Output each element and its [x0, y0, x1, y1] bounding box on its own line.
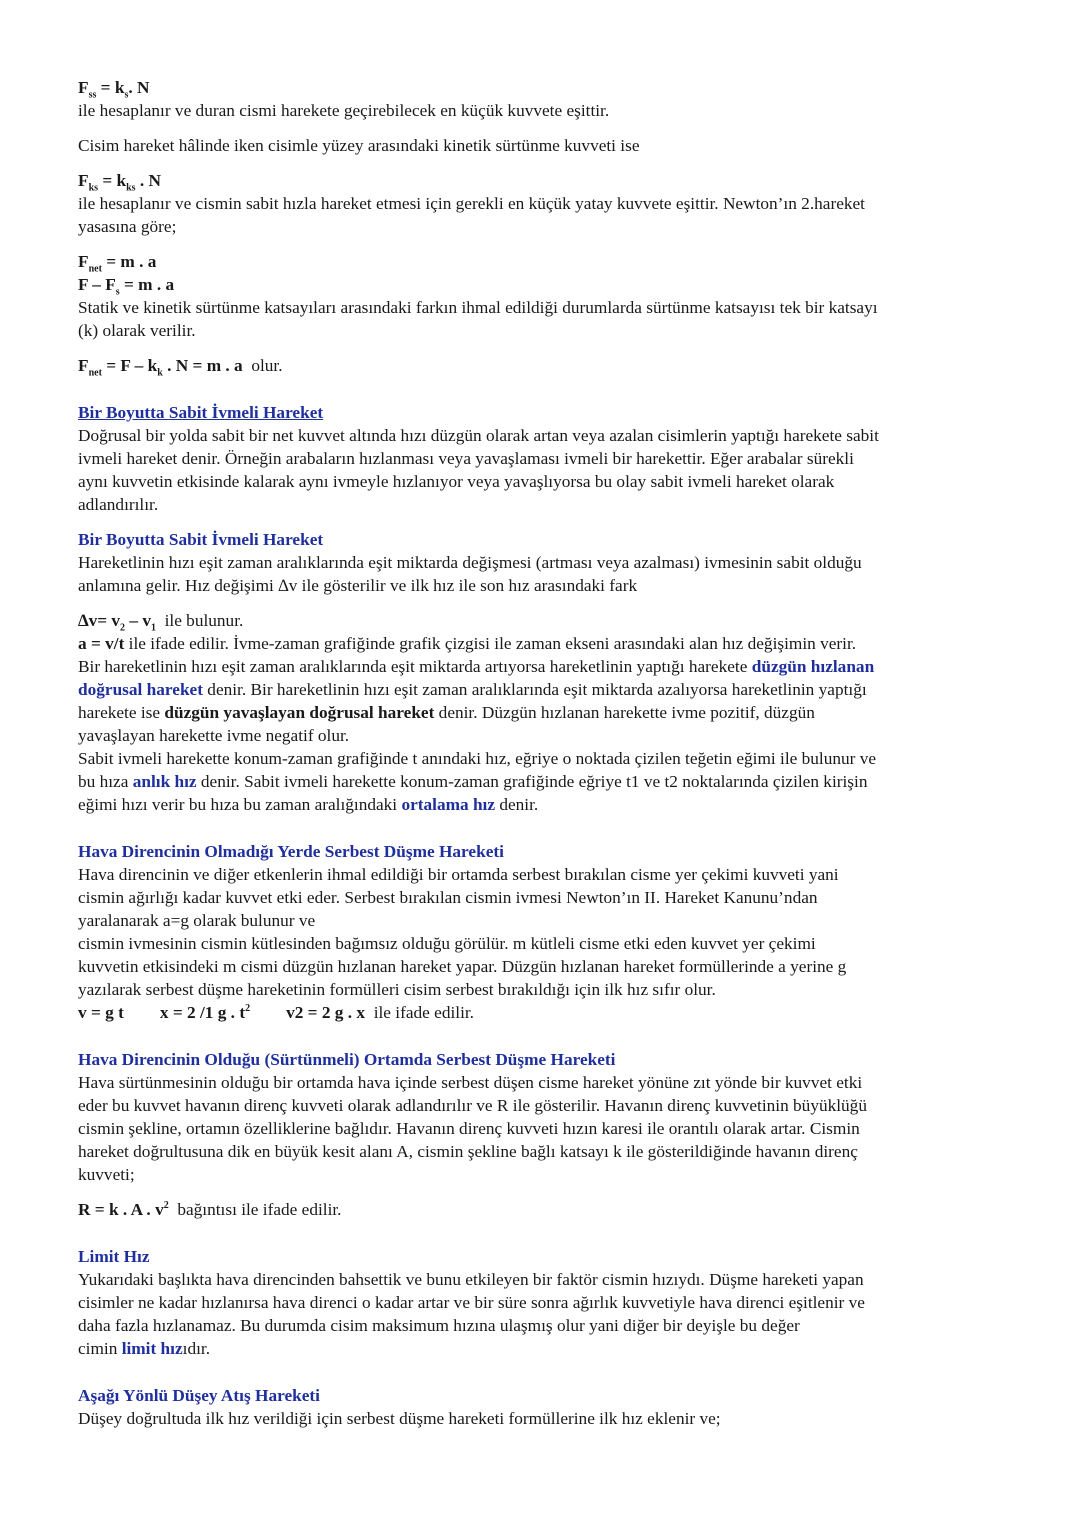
paragraph-line — [78, 678, 1008, 701]
formula-part: = k — [96, 78, 125, 97]
formula-part: F — [78, 171, 89, 190]
paragraph-line: ile hesaplanır ve duran cismi harekete geçirebilecek en küçük kuvvete eşittir. — [78, 101, 610, 120]
formula-kinetic-friction — [78, 169, 1008, 192]
formula-subscript: ks — [126, 182, 136, 194]
paragraph-line: hareket doğrultusuna dik en büyük kesit alanı A, cismin şekline bağlı katsayı k ile gösterildiğinde havanın direnç — [78, 1142, 858, 1161]
paragraph-line: cismin şekline, ortamın özelliklerine bağlıdır. Havanın direnç kuvveti hızın karesi ile orantılı olarak artar. Cismin — [78, 1119, 860, 1138]
formula-tail: olur. — [242, 356, 283, 375]
formula-part: = F – k — [101, 356, 158, 375]
paragraph-line: Hava sürtünmesinin olduğu bir ortamda hava içinde serbest düşen cisme hareket yönüne zıt yönde bir kuvvet etki — [78, 1073, 863, 1092]
paragraph-line: Düşey doğrultuda ilk hız verildiği için serbest düşme hareketi formüllerine ilk hız eklenir ve; — [78, 1409, 721, 1428]
keyword-dogrusal-hareket: doğrusal hareket — [78, 680, 203, 699]
paragraph-line: ivmeli hareket denir. Örneğin arabaların hızlanması veya yavaşlaması ivmeli bir harekettir. Eğer arabalar sürekli — [78, 449, 854, 468]
formula-subscript: 1 — [150, 622, 156, 634]
text-run: Bir hareketlinin hızı eşit zaman aralıklarında eşit miktarda artıyorsa hareketlinin yaptığı harekete — [78, 657, 752, 676]
keyword-limit-hiz: limit hız — [121, 1339, 183, 1358]
text-run: eğimi hızı verir bu hıza bu zaman aralığındaki — [78, 795, 402, 814]
formula-part: = m . a — [119, 275, 175, 294]
formula-subscript: ss — [88, 89, 97, 101]
formula-part: = k — [98, 171, 127, 190]
formula-static-friction — [78, 76, 1008, 99]
paragraph-line: kuvvetin etkisindeki m cismi düzgün hızlanan hareket yapar. Düzgün hızlanan hareket formüllerinde a yerine g — [78, 957, 847, 976]
section-heading-sabit-ivmeli-link[interactable]: Bir Boyutta Sabit İvmeli Hareket — [78, 403, 324, 422]
formula-part: = m . a — [101, 252, 157, 271]
paragraph-line: Hareketlinin hızı eşit zaman aralıklarında eşit miktarda değişmesi (artması veya azalması) ivmesinin sabit olduğu — [78, 553, 862, 572]
paragraph-line: daha fazla hızlanamaz. Bu durumda cisim maksimum hızına ulaşmış olur yani diğer bir deyişle bu değer — [78, 1316, 800, 1335]
paragraph-line: Sabit ivmeli harekette konum-zaman grafiğinde t anındaki hız, eğriye o noktada çizilen teğetin eğimi ile bulunur ve — [78, 749, 877, 768]
paragraph-line: Cisim hareket hâlinde iken cisimle yüzey arasındaki kinetik sürtünme kuvveti ise — [78, 136, 640, 155]
document-content — [78, 76, 1008, 1430]
formula-free-fall — [78, 1001, 1008, 1024]
text-run: denir. Düzgün hızlanan harekette ivme pozitif, düzgün — [434, 703, 815, 722]
formula-tail: ile bulunur. — [155, 611, 244, 630]
formula-part: . N — [135, 171, 162, 190]
formula-velocity: v = g t — [78, 1003, 124, 1022]
section-heading-limit-hiz: Limit Hız — [78, 1247, 150, 1266]
formula-part: F — [78, 78, 89, 97]
formula-subscript: s — [124, 89, 129, 101]
keyword-ortalama-hiz: ortalama hız — [401, 795, 496, 814]
keyword-duzgun-yavaslayan: düzgün yavaşlayan doğrusal hareket — [164, 703, 435, 722]
paragraph-line — [78, 632, 1008, 655]
paragraph-line — [78, 793, 1008, 816]
keyword-anlik-hiz: anlık hız — [132, 772, 197, 791]
paragraph-line: cisimler ne kadar hızlanırsa hava direnci o kadar artar ve bir süre sonra ağırlık kuvvetiyle hava direnci eşitlenir ve — [78, 1293, 865, 1312]
paragraph-line: yazılarak serbest düşme hareketinin formülleri cisim serbest bırakıldığı için ilk hız sıfır olur. — [78, 980, 716, 999]
text-run: ıdır. — [182, 1339, 211, 1358]
formula-tail: bağıntısı ile ifade edilir. — [168, 1200, 342, 1219]
formula-acceleration: a = v/t — [78, 634, 125, 653]
paragraph-line: Statik ve kinetik sürtünme katsayıları arasındaki farkın ihmal edildiği durumlarda sürtünme katsayısı tek bir katsayı — [78, 298, 878, 317]
section-heading-dusey-atis: Aşağı Yönlü Düşey Atış Hareketi — [78, 1386, 320, 1405]
paragraph-line — [78, 655, 1008, 678]
paragraph-line: ile hesaplanır ve cismin sabit hızla hareket etmesi için gerekli en küçük yatay kuvvete eşittir. Newton’ın 2.hareket — [78, 194, 865, 213]
formula-part: – v — [125, 611, 151, 630]
paragraph-line: yaralanarak a=g olarak bulunur ve — [78, 911, 316, 930]
formula-tail: ile ifade edilir. — [365, 1003, 474, 1022]
formula-part: . N — [128, 78, 150, 97]
formula-net-force-full — [78, 354, 1008, 377]
formula-subscript: k — [157, 367, 163, 379]
formula-superscript: 2 — [163, 1200, 169, 1212]
formula-distance — [160, 1003, 250, 1022]
text-run: denir. — [495, 795, 539, 814]
formula-part: F – F — [78, 275, 116, 294]
formula-delta-v — [78, 609, 1008, 632]
paragraph-line: kuvveti; — [78, 1165, 135, 1184]
formula-force-minus-friction — [78, 273, 1008, 296]
keyword-duzgun-hizlanan: düzgün hızlanan — [751, 657, 875, 676]
paragraph-line: adlandırılır. — [78, 495, 159, 514]
formula-part: F — [78, 252, 89, 271]
section-heading-sabit-ivmeli: Bir Boyutta Sabit İvmeli Hareket — [78, 530, 324, 549]
paragraph-line: Doğrusal bir yolda sabit bir net kuvvet altında hızı düzgün olarak artan veya azalan cisimlerin yaptığı harekete sabit — [78, 426, 879, 445]
paragraph-line: (k) olarak verilir. — [78, 321, 196, 340]
text-run: denir. Bir hareketlinin hızı eşit zaman aralıklarında eşit miktarda azalıyorsa hareketlinin yaptığı — [202, 680, 867, 699]
paragraph-line: anlamına gelir. Hız değişimi ∆v ile gösterilir ve ilk hız ile son hız arasındaki fark — [78, 576, 638, 595]
formula-net-force — [78, 250, 1008, 273]
formula-subscript: net — [88, 263, 102, 275]
paragraph-line: Hava direncinin ve diğer etkenlerin ihmal edildiği bir ortamda serbest bırakılan cisme yer çekimi kuvveti yani — [78, 865, 839, 884]
section-heading-surtunmeli-dusme: Hava Direncinin Olduğu (Sürtünmeli) Ortamda Serbest Düşme Hareketi — [78, 1050, 616, 1069]
paragraph-line — [78, 701, 1008, 724]
text-run: bu hıza — [78, 772, 133, 791]
formula-part: x = 2 /1 g . t — [159, 1003, 246, 1022]
formula-subscript: 2 — [120, 622, 126, 634]
text-run: ile ifade edilir. İvme-zaman grafiğinde grafik çizgisi ile zaman ekseni arasındaki alan hız değişimin verir. — [124, 634, 857, 653]
formula-subscript: ks — [88, 182, 99, 194]
section-heading-serbest-dusme: Hava Direncinin Olmadığı Yerde Serbest Düşme Hareketi — [78, 842, 504, 861]
formula-part: F — [78, 356, 89, 375]
paragraph-line — [78, 1337, 1008, 1360]
paragraph-line: eder bu kuvvet havanın direnç kuvveti olarak adlandırılır ve R ile gösterilir. Havanın direnç kuvvetinin büyüklüğü — [78, 1096, 867, 1115]
paragraph-line: yavaşlayan harekette ivme negatif olur. — [78, 726, 350, 745]
formula-subscript: s — [115, 286, 120, 298]
formula-subscript: net — [88, 367, 102, 379]
paragraph-line: aynı kuvvetin etkisinde kalarak aynı ivmeyle hızlanıyor veya yavaşlıyorsa bu olay sabit ivmeli hareket olarak — [78, 472, 835, 491]
formula-part: ∆v= v — [78, 611, 121, 630]
text-run: cimin — [78, 1339, 122, 1358]
formula-superscript: 2 — [245, 1003, 251, 1015]
paragraph-line: cismin ivmesinin cismin kütlesinden bağımsız olduğu görülür. m kütleli cisme etki eden kuvvet yer çekimi — [78, 934, 816, 953]
paragraph-line: Yukarıdaki başlıkta hava direncinden bahsettik ve bunu etkileyen bir faktör cismin hızıydı. Düşme hareketi yapan — [78, 1270, 864, 1289]
formula-air-resistance — [78, 1198, 1008, 1221]
formula-velocity-squared: v2 = 2 g . x — [286, 1003, 366, 1022]
text-run: harekete ise — [78, 703, 165, 722]
paragraph-line: cismin ağırlığı kadar kuvvet etki eder. Serbest bırakılan cismin ivmesi Newton’ın II. Hareket Kanunu’ndan — [78, 888, 818, 907]
text-run: denir. Sabit ivmeli harekette konum-zaman grafiğinde eğriye t1 ve t2 noktalarında çizilen kirişin — [196, 772, 868, 791]
formula-part: . N = m . a — [162, 356, 243, 375]
paragraph-line — [78, 770, 1008, 793]
paragraph-line: yasasına göre; — [78, 217, 177, 236]
formula-part: R = k . A . v — [78, 1200, 164, 1219]
